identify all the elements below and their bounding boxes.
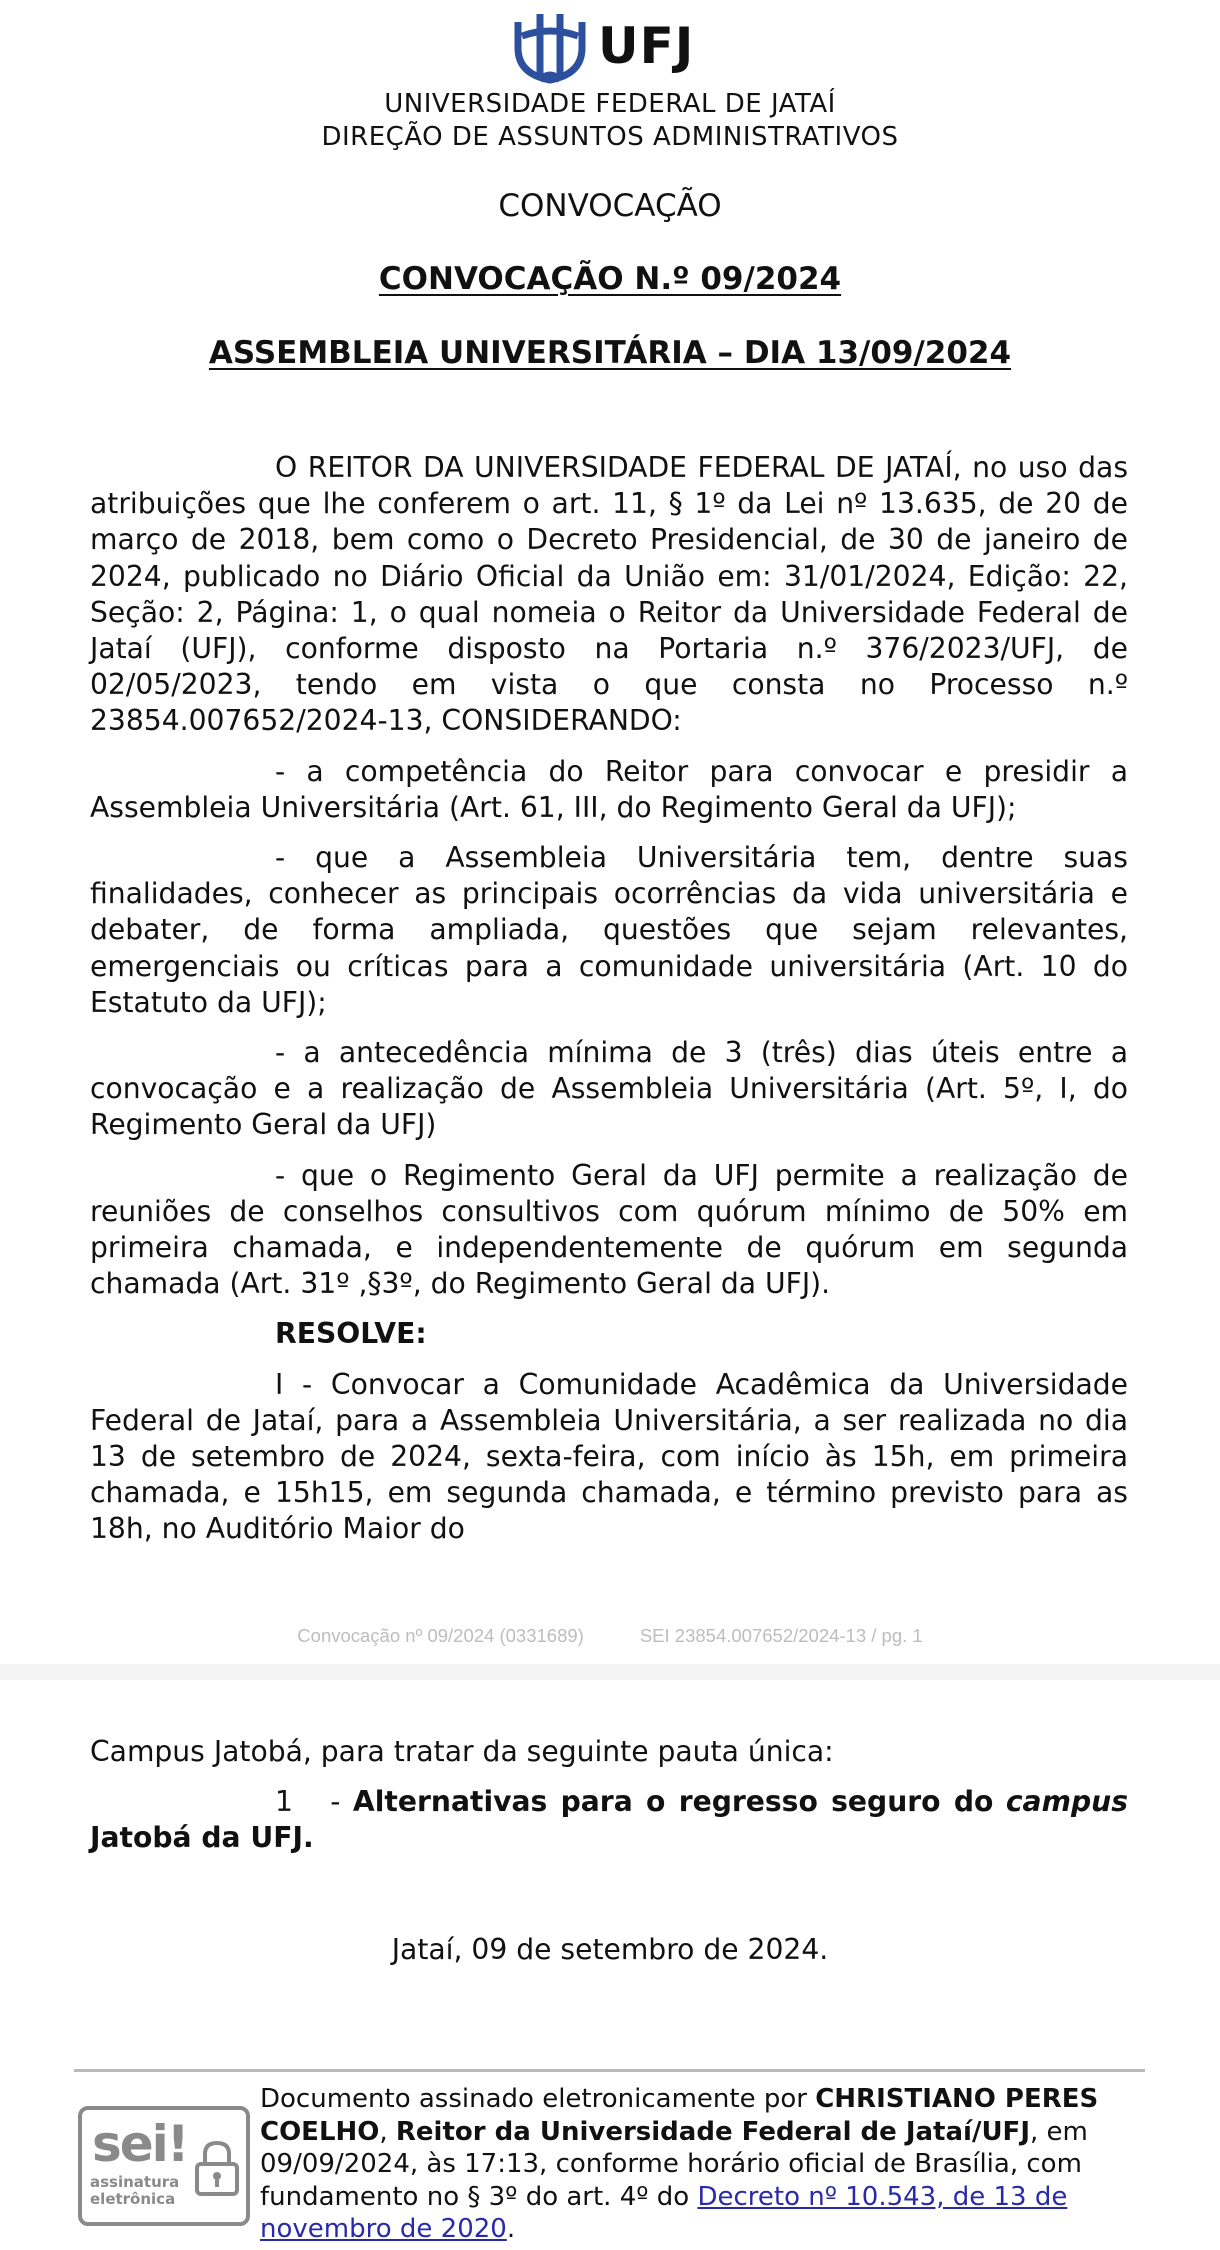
place-and-date: Jataí, 09 de setembro de 2024. xyxy=(391,1933,829,1966)
department-name: DIREÇÃO DE ASSUNTOS ADMINISTRATIVOS xyxy=(321,122,899,152)
document-body-page1 xyxy=(90,450,1128,1548)
document-number-title-text: CONVOCAÇÃO N.º 09/2024 xyxy=(378,261,842,297)
document-reference: Convocação nº 09/2024 (0331689) xyxy=(297,1625,584,1646)
document-body-page2 xyxy=(90,1734,1128,1857)
considerando-2: - que a Assembleia Universitária tem, dentre suas finalidades, conhecer as principais ocorrências da vida universitária e debater, de forma ampliada, questões que sejam relevantes, emergenciais ou críticas para a comunidade universitária (Art. 10 do Estatuto da UFJ); xyxy=(90,841,1128,1019)
institution-name: UNIVERSIDADE FEDERAL DE JATAÍ xyxy=(384,89,836,119)
seal-line1: assinatura xyxy=(90,2173,180,2191)
agenda-item-number: 1 xyxy=(275,1785,293,1819)
sei-logo-text: sei! xyxy=(92,2115,188,2173)
sei-signature-seal xyxy=(78,2106,250,2226)
signer-role: Reitor da Universidade Federal de Jataí/UFJ xyxy=(395,2116,1030,2147)
padlock-icon xyxy=(194,2140,240,2198)
electronic-signature-text: Documento assinado eletronicamente por CHRISTIANO PERES COELHO, Reitor da Universidade Federal de Jataí/UFJ, em 09/09/2024, às 17:13, conforme horário oficial de Brasília, com fundamento no § 3º do art. 4º do Decreto nº 10.543, de 13 de novembro de 2020. xyxy=(260,2084,1099,2244)
document-subject-title xyxy=(0,333,1220,373)
considerando-3: - a antecedência mínima de 3 (três) dias úteis entre a convocação e a realização de Assembleia Universitária (Art. 5º, I, do Regimento Geral da UFJ) xyxy=(90,1036,1128,1142)
seal-line2: eletrônica xyxy=(90,2190,176,2208)
signature-divider xyxy=(74,2069,1145,2072)
ufj-logo-text: UFJ xyxy=(598,17,695,75)
considerando-4: - que o Regimento Geral da UFJ permite a realização de reuniões de conselhos consultivos com quórum mínimo de 50% em primeira chamada, e independentemente de quórum em segunda chamada (Art. 31º ,§3º, do Regimento Geral da UFJ). xyxy=(90,1158,1128,1301)
decree-link[interactable]: Decreto nº 10.543, de 13 de novembro de 2020 xyxy=(260,2181,1068,2244)
document-number-title xyxy=(0,259,1220,299)
agenda-item-text-end: Jatobá da UFJ. xyxy=(90,1821,314,1855)
resolve-label: RESOLVE: xyxy=(275,1317,427,1351)
ufj-logo xyxy=(510,8,710,88)
considerando-1: - a competência do Reitor para convocar e presidir a Assembleia Universitária (Art. 61, III, do Regimento Geral da UFJ); xyxy=(90,754,1128,824)
document-type: CONVOCAÇÃO xyxy=(498,188,722,224)
page-footer-reference xyxy=(0,1625,1220,1647)
agenda-item-dash: - xyxy=(330,1785,341,1819)
agenda-item xyxy=(90,1784,1128,1856)
sei-process-reference: SEI 23854.007652/2024-13 / pg. 1 xyxy=(639,1625,923,1646)
signature-end: . xyxy=(506,2214,516,2244)
agenda-item-campus: campus xyxy=(1005,1785,1128,1819)
resolution-paragraph: I - Convocar a Comunidade Acadêmica da Universidade Federal de Jataí, para a Assembleia Universitária, a ser realizada no dia 13 de setembro de 2024, sexta-feira, com início às 15h, em primeira chamada, e 15h15, em segunda chamada, e término previsto para as 18h, no Auditório Maior do xyxy=(90,1367,1128,1546)
signer-name: CHRISTIANO PERES COELHO xyxy=(260,2084,1099,2147)
document-subject-title-text: ASSEMBLEIA UNIVERSITÁRIA – DIA 13/09/2024 xyxy=(208,335,1012,371)
signature-details: , em 09/09/2024, às 17:13, conforme horário oficial de Brasília, com fundamento no § 3º do art. 4º do xyxy=(260,2116,1088,2212)
signature-prefix: Documento assinado eletronicamente por xyxy=(260,2084,807,2114)
agenda-item-text: Alternativas para o regresso seguro do xyxy=(352,1785,994,1819)
page-break xyxy=(0,1664,1220,1680)
resolution-continuation: Campus Jatobá, para tratar da seguinte pauta única: xyxy=(90,1735,834,1768)
ufj-emblem-icon xyxy=(510,8,590,88)
preamble-paragraph: O REITOR DA UNIVERSIDADE FEDERAL DE JATAÍ, no uso das atribuições que lhe conferem o art. 11, § 1º da Lei nº 13.635, de 20 de março de 2018, bem como o Decreto Presidencial, de 30 de janeiro de 2024, publicado no Diário Oficial da União em: 31/01/2024, Edição: 22, Seção: 2, Página: 1, o qual nomeia o Reitor da Universidade Federal de Jataí (UFJ), conforme disposto na Portaria n.º 376/2023/UFJ, de 02/05/2023, tendo em vista o que consta no Processo n.º 23854.007652/2024-13, CONSIDERANDO: xyxy=(90,451,1128,738)
